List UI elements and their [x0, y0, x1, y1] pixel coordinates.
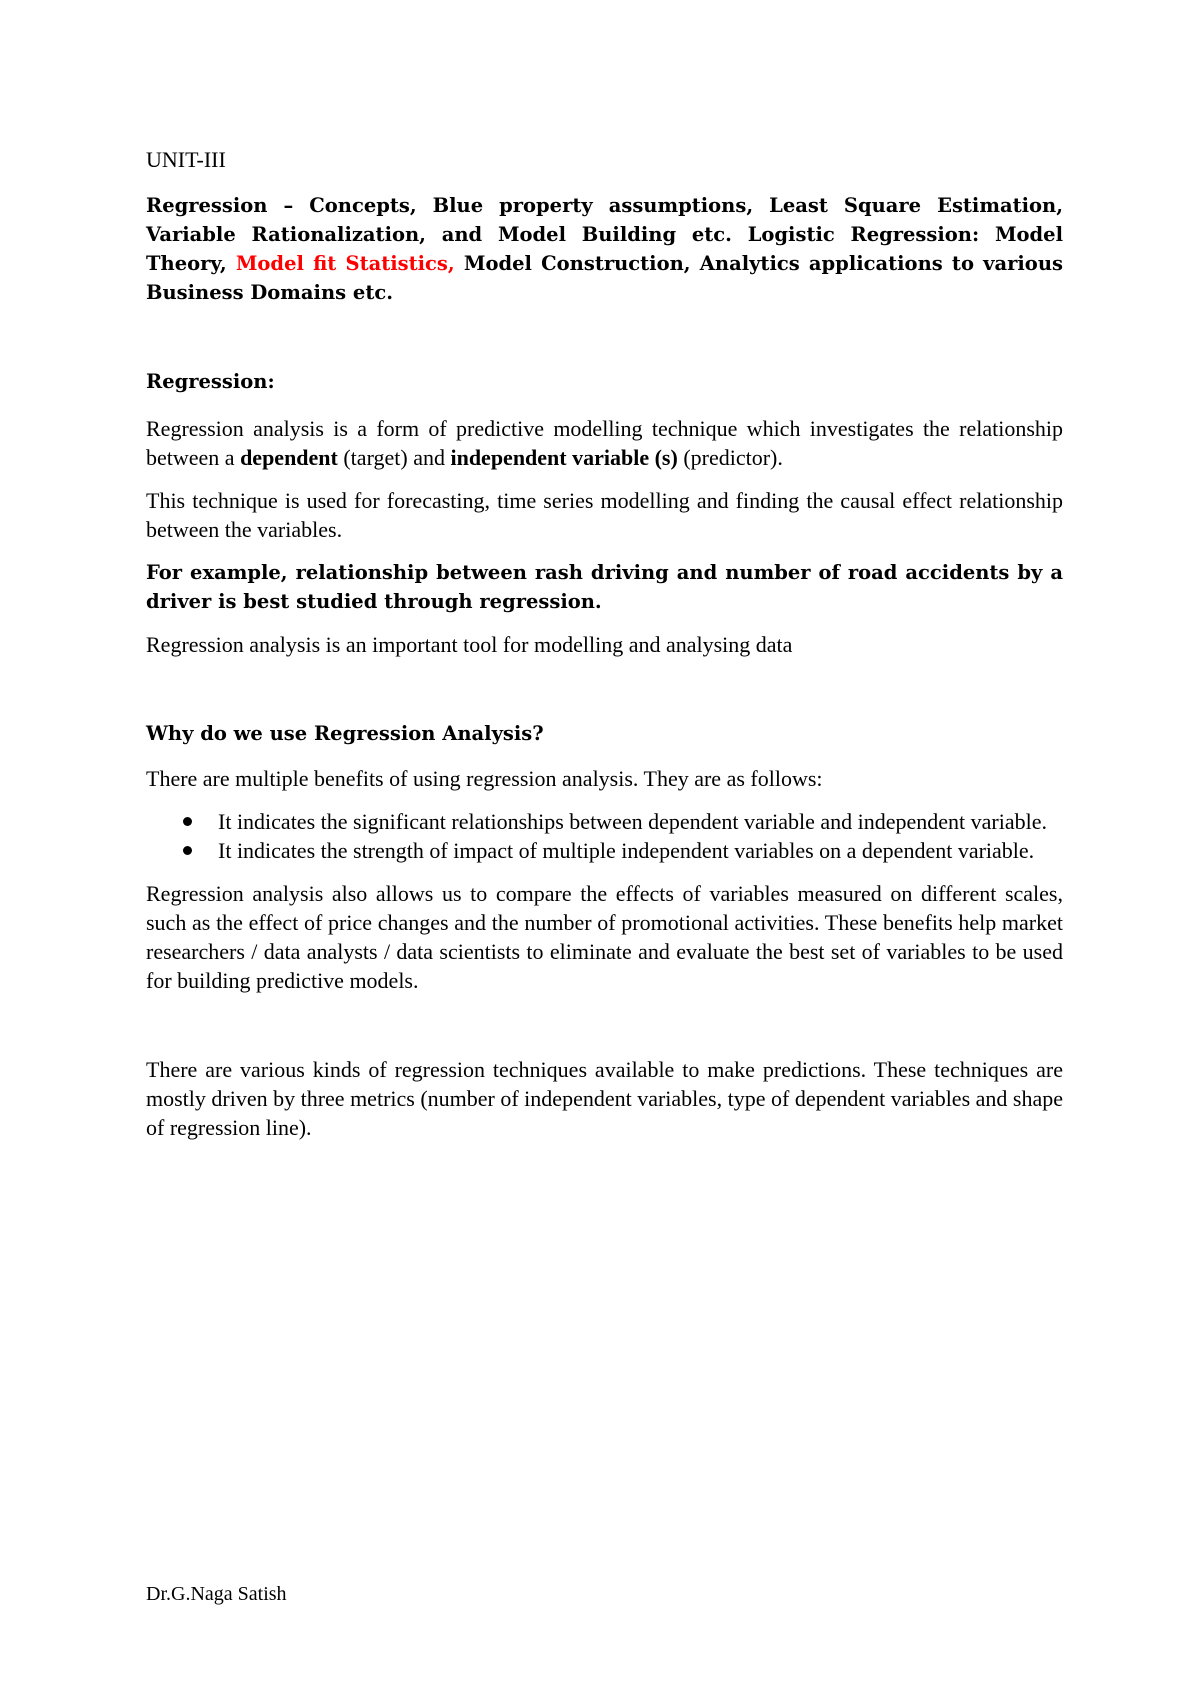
why-intro: There are multiple benefits of using regression analysis. They are as follows:: [146, 766, 823, 791]
list-item: [146, 836, 1063, 865]
regression-example: For example, relationship between rash driving and number of road accidents by a driver is best studied through regression.: [146, 561, 1063, 613]
bullet-icon: [183, 817, 192, 826]
regression-definition: [146, 414, 1063, 472]
syllabus-paragraph: [146, 191, 1063, 307]
list-item-text: It indicates the strength of impact of multiple independent variables on a dependent variable.: [218, 838, 1035, 863]
kinds-paragraph: There are various kinds of regression techniques available to make predictions. These techniques are mostly driven by three metrics (number of independent variables, type of dependent variables and shape of regression line).: [146, 1057, 1063, 1140]
definition-independent: independent variable (s): [450, 445, 678, 470]
unit-title: UNIT-III: [146, 147, 226, 172]
regression-tool-paragraph: Regression analysis is an important tool for modelling and analysing data: [146, 632, 793, 657]
page-content: [146, 145, 1063, 1142]
regression-heading: Regression:: [146, 370, 275, 393]
regression-technique-paragraph: This technique is used for forecasting, time series modelling and finding the causal effect relationship between the variables.: [146, 488, 1063, 542]
why-heading: Why do we use Regression Analysis?: [146, 722, 544, 745]
syllabus-highlight: Model fit Statistics,: [235, 252, 455, 275]
definition-text-a: Regression analysis is a form of predictive modelling technique which investigates the relationship between a: [146, 416, 1063, 470]
definition-text-c: (target) and: [337, 445, 451, 470]
compare-paragraph: Regression analysis also allows us to compare the effects of variables measured on different scales, such as the effect of price changes and the number of promotional activities. These benefits help market researchers / data analysts / data scientists to eliminate and evaluate the best set of variables to be used for building predictive models.: [146, 881, 1063, 993]
definition-dependent: dependent: [240, 445, 338, 470]
definition-text-d: (predictor).: [677, 445, 783, 470]
benefits-list: [146, 807, 1063, 865]
list-item-text: It indicates the significant relationships between dependent variable and independent variable.: [218, 809, 1047, 834]
footer-author: Dr.G.Naga Satish: [146, 1583, 287, 1605]
syllabus-text-b: Model Construction, Analytics applications to various Business Domains etc.: [146, 252, 1063, 304]
syllabus-text-a: Regression – Concepts, Blue property assumptions, Least Square Estimation, Variable Rationalization, and Model Building etc. Logistic Regression: Model Theory,: [146, 194, 1063, 275]
bullet-icon: [183, 846, 192, 855]
list-item: [146, 807, 1063, 836]
